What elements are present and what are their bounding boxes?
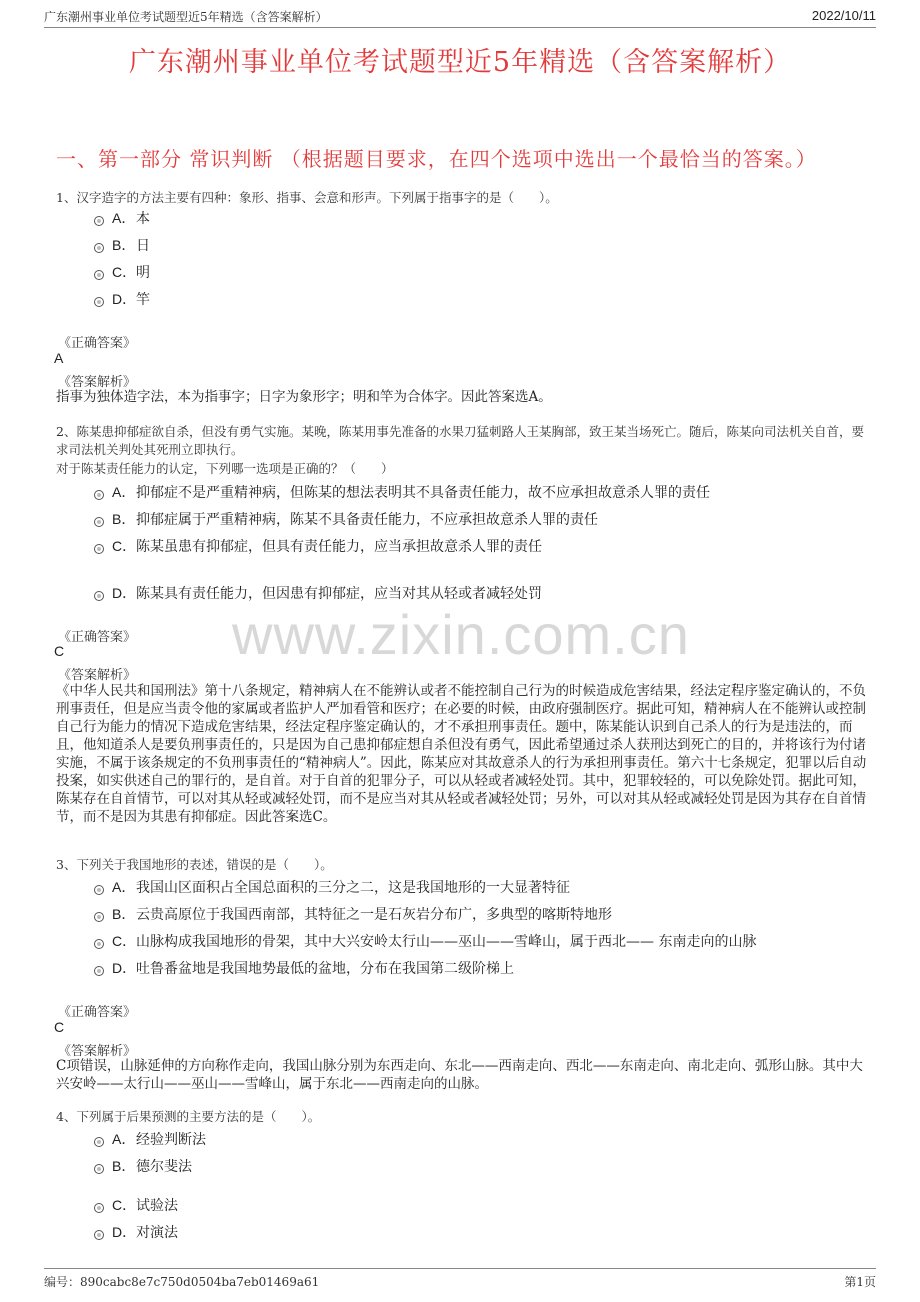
option-text: 吐鲁番盆地是我国地势最低的盆地，分布在我国第二级阶梯上: [136, 961, 514, 977]
radio-icon[interactable]: [94, 243, 104, 253]
analysis-text: 指事为独体造字法，本为指事字；日字为象形字；明和竿为合体字。因此答案选A。: [56, 389, 552, 405]
page-title: 广东潮州事业单位考试题型近5年精选（含答案解析）: [128, 47, 792, 78]
question-2-stem2: 对于陈某责任能力的认定，下列哪一选项是正确的？（ ）: [56, 461, 394, 476]
option-text: 竿: [136, 292, 150, 308]
radio-icon[interactable]: [94, 939, 104, 949]
option-text: 云贵高原位于我国西南部，其特征之一是石灰岩分布广，多典型的喀斯特地形: [136, 907, 612, 923]
option-2a[interactable]: [94, 482, 710, 502]
option-text: 抑郁症不是严重精神病，但陈某的想法表明其不具备责任能力，故不应承担故意杀人罪的责任: [136, 485, 710, 501]
radio-icon[interactable]: [94, 517, 104, 527]
option-text: 德尔斐法: [136, 1159, 192, 1175]
option-3a[interactable]: [94, 877, 570, 897]
radio-icon[interactable]: [94, 591, 104, 601]
option-text: 本: [136, 211, 150, 227]
radio-icon[interactable]: [94, 1137, 104, 1147]
radio-icon[interactable]: [94, 912, 104, 922]
radio-icon[interactable]: [94, 966, 104, 976]
footer-divider: [44, 1268, 876, 1269]
option-2d[interactable]: [94, 583, 542, 603]
question-4-stem: 4、下列属于后果预测的主要方法的是（ ）。: [56, 1109, 321, 1124]
radio-icon[interactable]: [94, 1164, 104, 1174]
option-letter: B．: [112, 237, 136, 253]
radio-icon[interactable]: [94, 297, 104, 307]
radio-icon[interactable]: [94, 1230, 104, 1240]
radio-icon[interactable]: [94, 885, 104, 895]
option-text: 明: [136, 265, 150, 281]
option-text: 日: [136, 238, 150, 254]
option-1a[interactable]: [94, 208, 150, 228]
analysis-text: 《中华人民共和国刑法》第十八条规定，精神病人在不能辨认或者不能控制自己行为的时候造成危害结果，经法定程序鉴定确认的，不负刑事责任，但是应当责令他的家属或者监护人严加看管和医疗；在必要的时候，由政府强制医疗。据此可知，精神病人在不能辨认或控制自己行为能力的情况下造成危害结果，经法定程序鉴定确认的，才不承担刑事责任。题中，陈某能认识到自己杀人的行为是违法的，而且，他知道杀人是要负刑事责任的，只是因为自己患抑郁症想自杀但没有勇气，因此希望通过杀人获刑达到死亡的目的，并将该行为付诸实施，不属于该条规定的不负刑事责任的“精神病人”。因此，陈某应对其故意杀人的行为承担刑事责任。第六十七条规定，犯罪以后自动投案，如实供述自己的罪行的，是自首。对于自首的犯罪分子，可以从轻或者减轻处罚。其中，犯罪较轻的，可以免除处罚。据此可知，陈某存在自首情节，可以对其从轻或减轻处罚，而不是应当对其从轻或者减轻处罚；另外，可以对其从轻或减轻处罚是因为其存在自首情节，而不是因为其患有抑郁症。因此答案选C。: [56, 683, 867, 825]
header-date: 2022/10/11: [811, 8, 876, 23]
option-1c[interactable]: [94, 262, 150, 282]
option-letter: A．: [112, 1131, 136, 1147]
option-text: 抑郁症属于严重精神病，陈某不具备责任能力，不应承担故意杀人罪的责任: [136, 512, 598, 528]
analysis-text: C项错误，山脉延伸的方向称作走向，我国山脉分别为东西走向、东北——西南走向、西北——东南走向、南北走向、弧形山脉。其中大兴安岭——太行山——巫山——雪峰山，属于东北——西南走向的山脉。: [56, 1058, 863, 1092]
option-letter: B．: [112, 906, 136, 922]
section-heading: 一、第一部分 常识判断 （根据题目要求，在四个选项中选出一个最恰当的答案。）: [56, 147, 817, 171]
radio-icon[interactable]: [94, 490, 104, 500]
header-title: 广东潮州事业单位考试题型近5年精选（含答案解析）: [44, 10, 328, 24]
option-2b[interactable]: [94, 509, 598, 529]
radio-icon[interactable]: [94, 270, 104, 280]
watermark: www.zixin.com.cn: [232, 603, 690, 666]
question-3-stem: 3、下列关于我国地形的表述，错误的是（ ）。: [56, 857, 333, 872]
option-4d[interactable]: [94, 1222, 178, 1242]
option-letter: A．: [112, 484, 136, 500]
radio-icon[interactable]: [94, 216, 104, 226]
option-text: 陈某具有责任能力，但因患有抑郁症，应当对其从轻或者减轻处罚: [136, 586, 542, 602]
analysis-label: 《答案解析》: [58, 1044, 137, 1059]
analysis-label: 《答案解析》: [58, 668, 137, 683]
option-letter: D．: [112, 960, 137, 976]
option-letter: C．: [112, 538, 137, 554]
option-letter: C．: [112, 264, 137, 280]
option-letter: D．: [112, 291, 137, 307]
correct-answer: C: [54, 1019, 65, 1035]
page-number: 第1页: [844, 1275, 876, 1289]
question-1-stem: 1、汉字造字的方法主要有四种：象形、指事、会意和形声。下列属于指事字的是（ ）。: [56, 190, 558, 205]
option-4b[interactable]: [94, 1156, 192, 1176]
option-letter: B．: [112, 511, 136, 527]
option-letter: C．: [112, 933, 137, 949]
option-text: 我国山区面积占全国总面积的三分之二，这是我国地形的一大显著特征: [136, 880, 570, 896]
option-4c[interactable]: [94, 1195, 178, 1215]
correct-answer-label: 《正确答案》: [58, 336, 137, 351]
option-letter: A．: [112, 879, 136, 895]
option-text: 陈某虽患有抑郁症，但具有责任能力，应当承担故意杀人罪的责任: [136, 539, 542, 555]
option-letter: B．: [112, 1158, 136, 1174]
option-4a[interactable]: [94, 1129, 206, 1149]
document-code: 编号：890cabc8e7c750d0504ba7eb01469a61: [44, 1275, 320, 1289]
radio-icon[interactable]: [94, 1203, 104, 1213]
correct-answer-label: 《正确答案》: [58, 630, 137, 645]
option-3c[interactable]: [94, 931, 756, 951]
option-2c[interactable]: [94, 536, 542, 556]
correct-answer-label: 《正确答案》: [58, 1005, 137, 1020]
option-text: 经验判断法: [136, 1132, 206, 1148]
option-text: 对演法: [136, 1225, 178, 1241]
option-1b[interactable]: [94, 235, 150, 255]
option-text: 试验法: [136, 1198, 178, 1214]
option-text: 山脉构成我国地形的骨架，其中大兴安岭太行山——巫山——雪峰山，属于西北—— 东南走向的山脉: [136, 934, 757, 950]
option-3d[interactable]: [94, 958, 514, 978]
option-1d[interactable]: [94, 289, 150, 309]
correct-answer: A: [54, 350, 64, 366]
header-divider: [44, 27, 876, 28]
radio-icon[interactable]: [94, 544, 104, 554]
analysis-label: 《答案解析》: [58, 375, 137, 390]
option-letter: A．: [112, 210, 136, 226]
correct-answer: C: [54, 643, 65, 659]
option-letter: D．: [112, 1224, 137, 1240]
option-3b[interactable]: [94, 904, 612, 924]
option-letter: D．: [112, 585, 137, 601]
option-letter: C．: [112, 1197, 137, 1213]
question-2-stem: 2、陈某患抑郁症欲自杀，但没有勇气实施。某晚，陈某用事先准备的水果刀猛刺路人王某胸部，致王某当场死亡。随后，陈某向司法机关自首，要求司法机关判处其死刑立即执行。: [56, 424, 864, 457]
